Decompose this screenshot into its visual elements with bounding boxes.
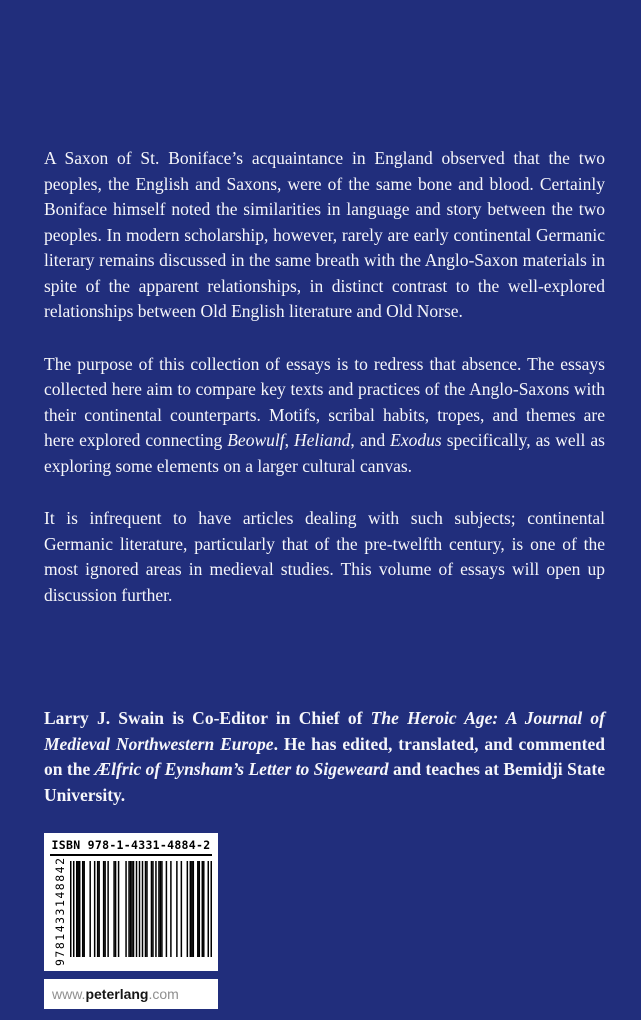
publisher-url-www: www. [52,986,86,1002]
barcode-bars [70,861,212,957]
publisher-url-name: peterlang [85,986,149,1002]
isbn-label: ISBN 978-1-4331-4884-2 [50,838,212,856]
publisher-strip [44,979,218,1009]
publisher-url [52,986,179,1002]
publisher-url-tld: .com [148,986,179,1002]
author-bio: Larry J. Swain is Co-Editor in Chief of The Heroic Age: A Journal of Medieval Northwestern Europe. He has edited, translated, and commented on the Ælfric of Eynsham’s Letter to Sigeweard and teaches at Bemidji State University. [44,708,606,805]
blurb-text-block [44,146,605,835]
blurb-paragraph-1: A Saxon of St. Boniface’s acquaintance in England observed that the two peoples, the English and Saxons, were of the same bone and blood. Certainly Boniface himself noted the similarities in language and story between the two peoples. In modern scholarship, however, rarely are early continental Germanic literary remains discussed in the same breath with the Anglo-Saxon materials in spite of the apparent relationships, in distinct contrast to the well-explored relationships between Old English literature and Old Norse. [44,148,605,321]
barcode-number: 9781433148842 [53,856,67,966]
blurb-paragraph-2: The purpose of this collection of essays is to redress that absence. The essays collected here aim to compare key texts and practices of the Anglo-Saxons with their continental counterparts. Motifs, scribal habits, tropes, and themes are here explored connecting Beowulf, Heliand, and Exodus specifically, as well as exploring some elements on a larger cultural canvas. [44,353,605,476]
barcode-panel [44,833,218,971]
blurb-paragraph-3: It is infrequent to have articles dealing with such subjects; continental Germanic literature, particularly that of the pre-twelfth century, is one of the most ignored areas in medieval studies. This volume of essays will open up discussion further. [44,508,605,605]
barcode-row [50,856,212,966]
